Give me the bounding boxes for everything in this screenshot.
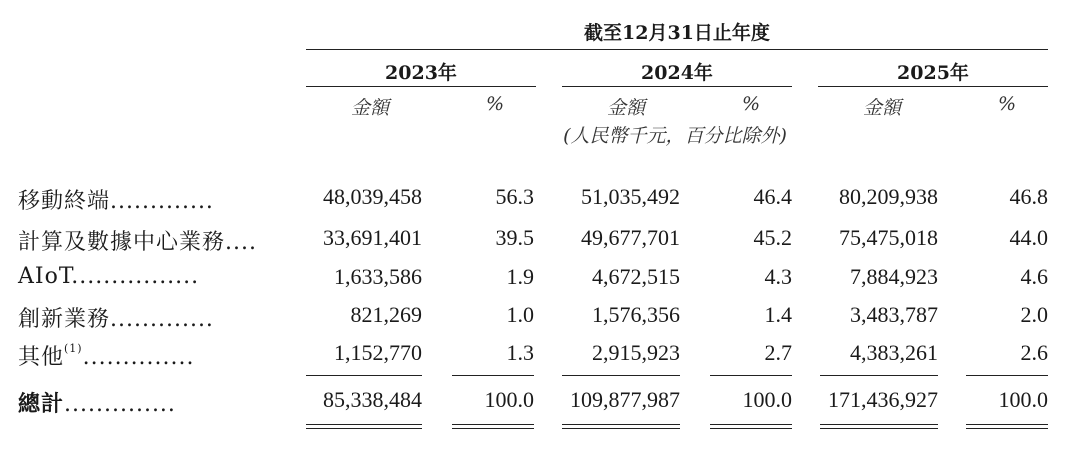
year-2023-rule [306, 86, 536, 87]
total-amount-2025: 171,436,927 [828, 387, 938, 412]
cell-amount-2024: 2,915,923 [592, 340, 680, 365]
cell-amount-2023: 1,633,586 [334, 264, 422, 289]
cell-pct-2025: 46.8 [1009, 184, 1048, 209]
table-row [0, 340, 1080, 376]
total-double-rule [966, 424, 1048, 425]
subtotal-rule [562, 375, 680, 376]
cell-pct-2024: 4.3 [764, 264, 792, 289]
cell-pct-2024: 1.4 [764, 302, 792, 327]
cell-amount-2024: 1,576,356 [592, 302, 680, 327]
amount-header-2023: 金額 [350, 97, 389, 119]
total-double-rule [966, 428, 1048, 429]
total-row [0, 387, 1080, 423]
amount-header-2024: 金額 [606, 97, 645, 119]
year-2025-header: 2025年 [897, 62, 969, 84]
amount-header-2025: 金額 [862, 97, 901, 119]
cell-pct-2025: 2.6 [1020, 340, 1048, 365]
total-double-rule [306, 424, 422, 425]
subtotal-rule [820, 375, 938, 376]
cell-amount-2025: 80,209,938 [839, 184, 938, 209]
year-2023-header: 2023年 [385, 62, 457, 84]
cell-pct-2024: 2.7 [764, 340, 792, 365]
total-amount-2024: 109,877,987 [570, 387, 680, 412]
total-double-rule [452, 424, 534, 425]
cell-amount-2025: 3,483,787 [850, 302, 938, 327]
footnote-marker: (1) [64, 342, 83, 355]
cell-amount-2024: 49,677,701 [581, 225, 680, 250]
row-label: 創新業務............. [18, 307, 214, 332]
cell-amount-2025: 4,383,261 [850, 340, 938, 365]
total-double-rule [710, 424, 792, 425]
cell-pct-2023: 1.9 [506, 264, 534, 289]
total-double-rule [452, 428, 534, 429]
pct-header-2024: % [741, 93, 761, 115]
row-label: 其他$^{(1)}$.............. [18, 342, 195, 370]
cell-pct-2023: 39.5 [495, 225, 534, 250]
table-row [0, 302, 1080, 338]
pct-header-2025: % [997, 93, 1017, 115]
total-amount-2023: 85,338,484 [323, 387, 422, 412]
subtotal-rule [710, 375, 792, 376]
cell-amount-2024: 4,672,515 [592, 264, 680, 289]
cell-pct-2025: 2.0 [1020, 302, 1048, 327]
year-2025-rule [818, 86, 1048, 87]
subtotal-rule [452, 375, 534, 376]
table-row [0, 264, 1080, 300]
cell-pct-2023: 1.3 [506, 340, 534, 365]
year-2024-rule [562, 86, 792, 87]
cell-amount-2023: 48,039,458 [323, 184, 422, 209]
total-pct-2023: 100.0 [484, 387, 534, 412]
total-double-rule [562, 428, 680, 429]
subtotal-rule [306, 375, 422, 376]
total-double-rule [710, 428, 792, 429]
row-label: 計算及數據中心業務.... [18, 230, 257, 255]
unit-note: (人民幣千元，百分比除外) [563, 125, 787, 147]
row-label: 移動終端............. [18, 189, 214, 214]
table-row [0, 184, 1080, 220]
total-double-rule [306, 428, 422, 429]
year-2024-header: 2024年 [641, 62, 713, 84]
cell-amount-2025: 7,884,923 [850, 264, 938, 289]
cell-amount-2023: 1,152,770 [334, 340, 422, 365]
cell-pct-2024: 46.4 [753, 184, 792, 209]
period-rule [306, 49, 1048, 50]
cell-pct-2024: 45.2 [753, 225, 792, 250]
row-label: AIoT................ [18, 264, 200, 289]
cell-amount-2024: 51,035,492 [581, 184, 680, 209]
cell-amount-2023: 821,269 [350, 302, 422, 327]
total-double-rule [562, 424, 680, 425]
period-header: 截至12月31日止年度 [584, 22, 770, 44]
table-row [0, 225, 1080, 261]
pct-header-2023: % [485, 93, 505, 115]
cell-pct-2023: 56.3 [495, 184, 534, 209]
cell-pct-2025: 44.0 [1009, 225, 1048, 250]
total-pct-2025: 100.0 [998, 387, 1048, 412]
total-double-rule [820, 424, 938, 425]
subtotal-rule [966, 375, 1048, 376]
cell-amount-2023: 33,691,401 [323, 225, 422, 250]
total-label: 總計.............. [18, 391, 176, 417]
total-double-rule [820, 428, 938, 429]
cell-pct-2025: 4.6 [1020, 264, 1048, 289]
cell-amount-2025: 75,475,018 [839, 225, 938, 250]
total-pct-2024: 100.0 [742, 387, 792, 412]
cell-pct-2023: 1.0 [506, 302, 534, 327]
